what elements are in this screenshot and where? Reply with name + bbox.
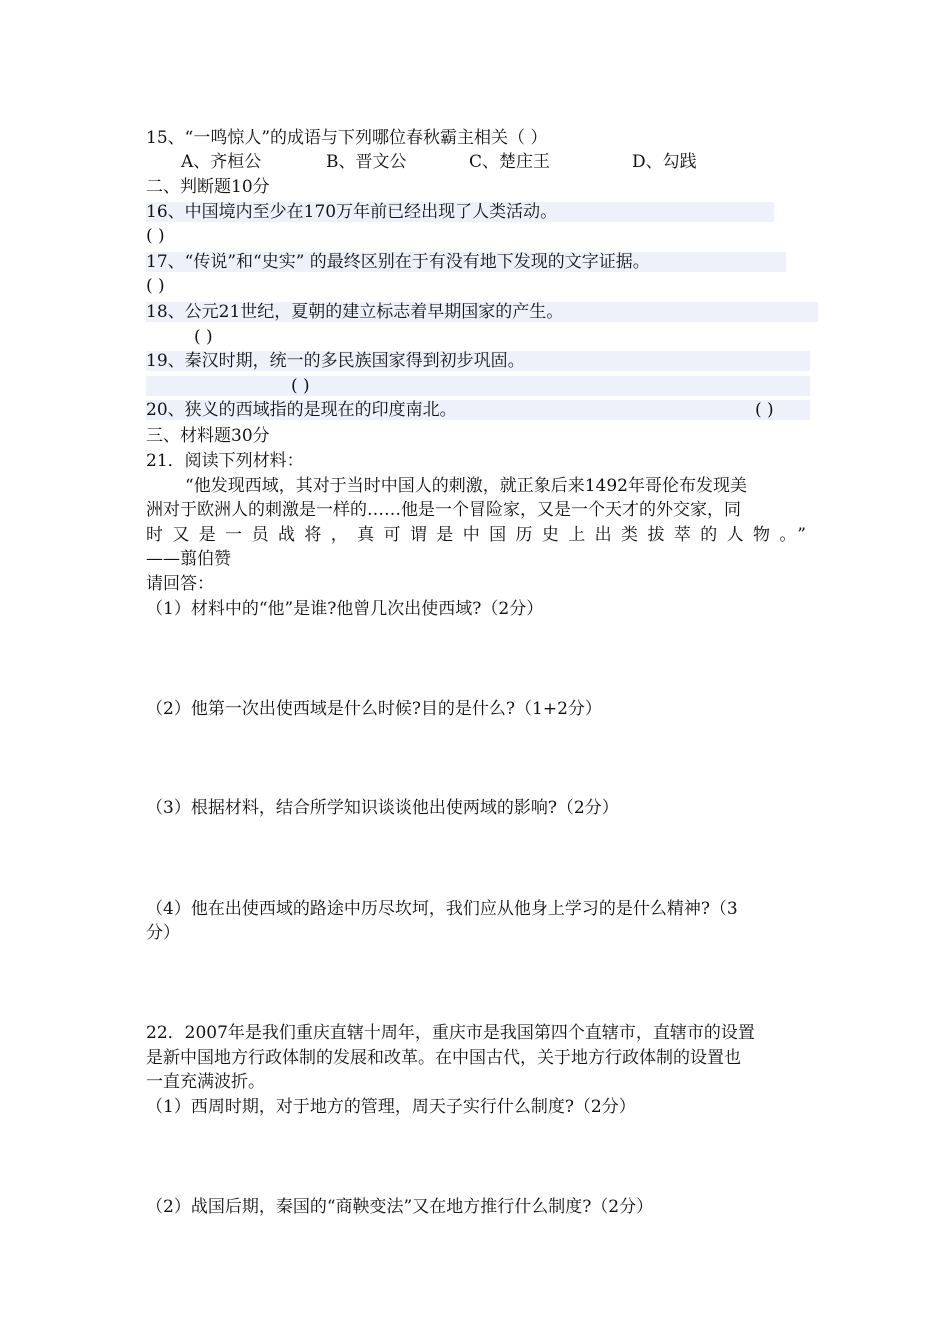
question-15-option-a: A、齐桓公 <box>181 152 262 172</box>
section-3-title: 三、材料题30分 <box>146 426 270 446</box>
question-21-sub-3: （3）根据材料，结合所学知识谈谈他出使两域的影响?（2分） <box>146 798 619 818</box>
section-2-title: 二、判断题10分 <box>146 177 270 197</box>
question-19-text: 19、秦汉时期，统一的多民族国家得到初步巩固。 <box>146 351 525 371</box>
question-19-answer-paren: ( ) <box>291 376 310 396</box>
question-21-prompt: 请回答： <box>146 574 214 594</box>
question-21-intro: 21．阅读下列材料： <box>146 451 304 471</box>
question-15-option-b: B、晋文公 <box>326 152 407 172</box>
question-15-option-d: D、勾践 <box>632 152 697 172</box>
question-22-intro-line: 是新中国地方行政体制的发展和改革。在中国古代，关于地方行政体制的设置也 <box>146 1048 741 1068</box>
question-21-quote-line: 洲对于欧洲人的刺激是一样的……他是一个冒险家，又是一个天才的外交家，同 <box>146 500 741 520</box>
question-22-sub-1: （1）西周时期，对于地方的管理，周天子实行什么制度?（2分） <box>146 1097 636 1117</box>
question-21-quote-line: “他发现西域，其对于当时中国人的刺激，就正象后来1492年哥伦布发现美 <box>185 476 747 496</box>
question-17-answer-paren: ( ) <box>146 276 165 296</box>
question-20-text: 20、狭义的西域指的是现在的印度南北。 <box>146 400 457 420</box>
highlight-band <box>146 376 810 396</box>
question-15-stem: 15、“一鸣惊人”的成语与下列哪位春秋霸主相关（ ） <box>146 128 548 148</box>
question-17-text: 17、“传说”和“史实” 的最终区别在于有没有地下发现的文字证据。 <box>146 252 650 272</box>
question-22-intro-line: 一直充满波折。 <box>146 1072 265 1092</box>
question-16-text: 16、中国境内至少在170万年前已经出现了人类活动。 <box>146 202 558 222</box>
question-21-quote-source: ——翦伯赞 <box>146 549 231 569</box>
question-22-intro-line: 22．2007年是我们重庆直辖十周年，重庆市是我国第四个直辖市，直辖市的设置 <box>146 1023 755 1043</box>
question-15-option-c: C、楚庄王 <box>469 152 551 172</box>
question-20-answer-paren: ( ) <box>755 400 774 420</box>
question-21-quote-line: 时又是一员战将，真可谓是中国历史上出类拔萃的人物。” <box>146 525 806 545</box>
question-18-text: 18、公元21世纪，夏朝的建立标志着早期国家的产生。 <box>146 302 564 322</box>
question-21-sub-1: （1）材料中的“他”是谁?他曾几次出使西域?（2分） <box>146 599 544 619</box>
question-18-answer-paren: ( ) <box>194 327 213 347</box>
question-16-answer-paren: ( ) <box>146 226 165 246</box>
question-21-sub-2: （2）他第一次出使西域是什么时候?目的是什么?（1+2分） <box>146 699 602 719</box>
question-21-sub-4: （4）他在出使西域的路途中历尽坎坷，我们应从他身上学习的是什么精神?（3 <box>146 899 738 919</box>
question-22-sub-2: （2）战国后期，秦国的“商鞅变法”又在地方推行什么制度?（2分） <box>146 1197 654 1217</box>
question-21-sub-4-cont: 分） <box>146 923 180 943</box>
